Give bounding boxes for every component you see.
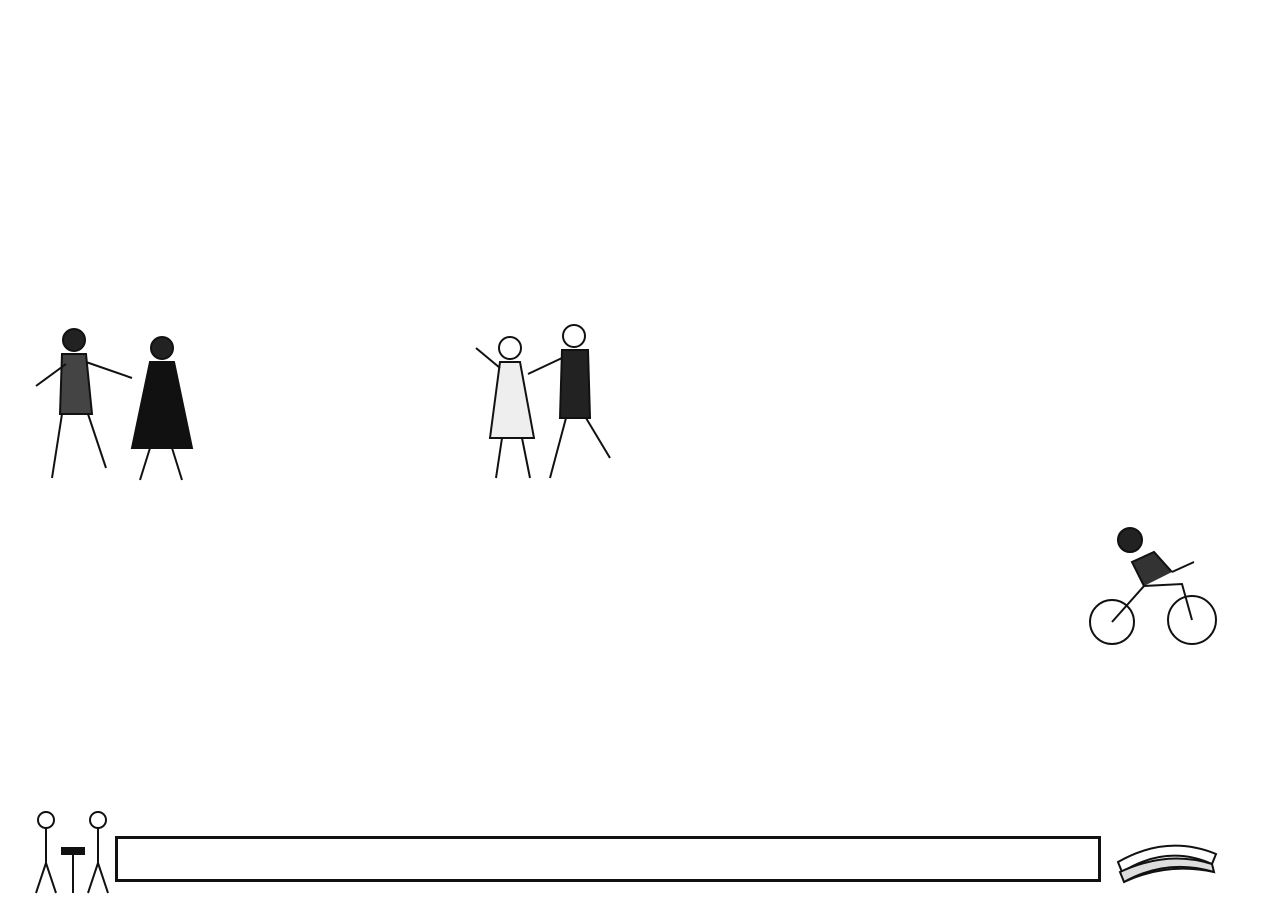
motocross-rider-illustration [1072,522,1222,652]
restauration-banner [115,836,1101,882]
sandwich-illustration [1112,832,1222,888]
bar-people-illustration [28,808,118,898]
dancing-couple-right-illustration [470,318,630,490]
dancing-couple-left-illustration [22,318,202,490]
mototon-box [652,492,1256,688]
